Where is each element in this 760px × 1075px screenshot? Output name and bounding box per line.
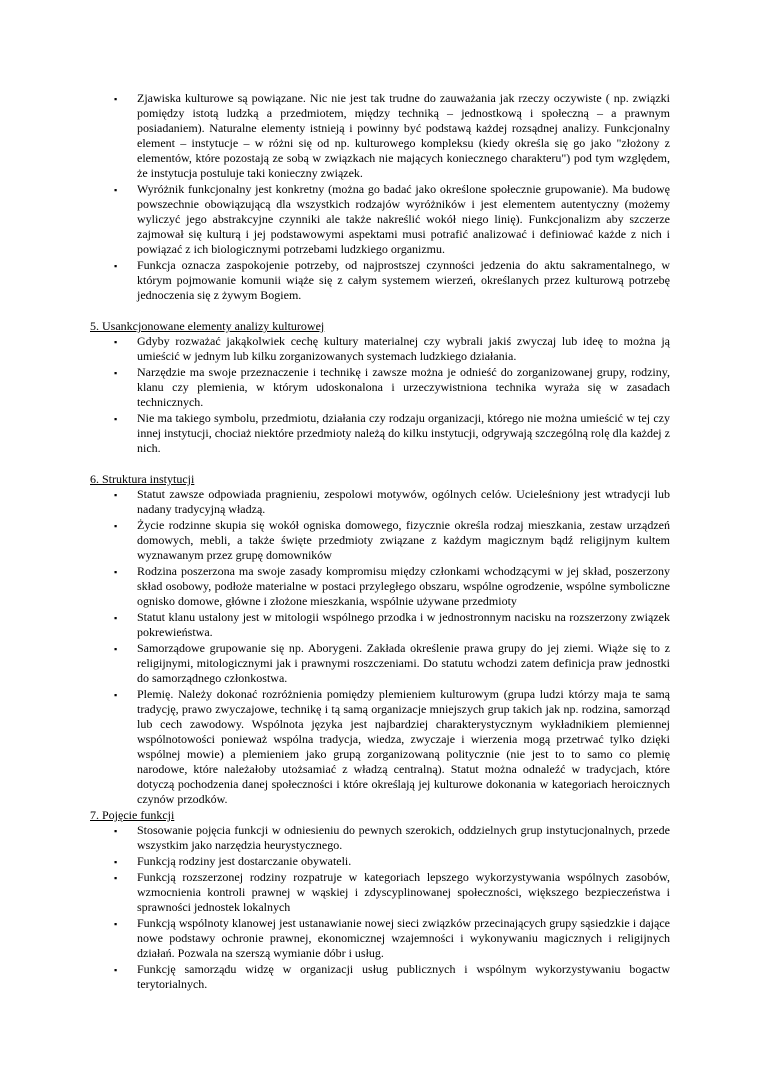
list-item xyxy=(90,182,670,257)
bullet-icon: ▪ xyxy=(114,613,118,623)
bullet-icon: ▪ xyxy=(114,368,118,378)
section-heading: 6. Struktura instytucji xyxy=(90,472,195,486)
item-text: Wyróżnik funkcjonalny jest konkretny (można go badać jako określone społecznie grupowanie). Ma budowę powszechnie obowiązującą dla wszystkich rodzajów wyróżników i jest elementem autentyczny (możemy wyliczyć jego abstrakcyjne czynniki ale także nakreślić wokół niego linię). Funkcjonalizm aby szczerze zajmował się kulturą i jej podstawowymi aspektami musi potrafić analizować i definiować każde z nich i powiązać z ich biologicznymi potrzebami ludzkiego organizmu. xyxy=(137,182,670,256)
list-item xyxy=(90,334,670,364)
bullet-icon: ▪ xyxy=(114,337,118,347)
bullet-list xyxy=(90,823,670,992)
bullet-list xyxy=(90,91,670,303)
list-item xyxy=(90,518,670,563)
item-text: Funkcja oznacza zaspokojenie potrzeby, od najprostszej czynności jedzenia do aktu sakramentalnego, w którym pojmowanie komunii wiąże się z całym systemem wierzeń, określanych przez kulturową potrzebę jednoczenia się z żywym Bogiem. xyxy=(137,258,670,302)
document-page xyxy=(90,91,670,993)
list-item xyxy=(90,610,670,640)
section-7 xyxy=(90,808,670,992)
section-intro xyxy=(90,91,670,303)
bullet-icon: ▪ xyxy=(114,94,118,104)
item-text: Funkcją wspólnoty klanowej jest ustanawianie nowej sieci związków przecinających grupy sąsiedzkie i dające nowe podstawy ochronie prawnej, ekonomicznej wzajemności i wykonywaniu magicznych i religijnych działań. Pozwala na szerszą wymianie dóbr i usług. xyxy=(137,916,670,960)
list-item xyxy=(90,365,670,410)
list-item xyxy=(90,258,670,303)
list-item xyxy=(90,411,670,456)
section-heading: 5. Usankcjonowane elementy analizy kulturowej xyxy=(90,319,325,333)
bullet-icon: ▪ xyxy=(114,414,118,424)
list-item xyxy=(90,91,670,181)
bullet-icon: ▪ xyxy=(114,490,118,500)
section-heading: 7. Pojęcie funkcji xyxy=(90,808,175,822)
list-item xyxy=(90,487,670,517)
bullet-icon: ▪ xyxy=(114,261,118,271)
spacer xyxy=(90,457,670,472)
list-item xyxy=(90,823,670,853)
item-text: Gdyby rozważać jakąkolwiek cechę kultury materialnej czy wybrali jakiś zwyczaj lub ideę to można ją umieścić w jednym lub kilku zorganizowanych systemach ludzkiego działania. xyxy=(137,334,670,363)
spacer xyxy=(90,304,670,319)
item-text: Narzędzie ma swoje przeznaczenie i technikę i zawsze można je odnieść do zorganizowanej grupy, rodziny, klanu czy plemienia, w którym udoskonalona i urzeczywistniona technika wyraża się w zasadach technicznych. xyxy=(137,365,670,409)
bullet-icon: ▪ xyxy=(114,521,118,531)
item-text: Nie ma takiego symbolu, przedmiotu, działania czy rodzaju organizacji, którego nie można umieścić w tej czy innej instytucji, chociaż niektóre przedmioty należą do kilku instytucji, odgrywają szczególną rolę dla każdej z nich. xyxy=(137,411,670,455)
bullet-list xyxy=(90,487,670,807)
bullet-icon: ▪ xyxy=(114,185,118,195)
item-text: Funkcję samorządu widzę w organizacji usług publicznych i wspólnym wykorzystywaniu bogactw terytorialnych. xyxy=(137,962,670,991)
list-item xyxy=(90,564,670,609)
item-text: Stosowanie pojęcia funkcji w odniesieniu do pewnych szerokich, oddzielnych grup instytucjonalnych, przede wszystkim jako narzędzia heurystycznego. xyxy=(137,823,670,852)
item-text: Funkcją rozszerzonej rodziny rozpatruje w kategoriach lepszego wykorzystywania wspólnych zasobów, wzmocnienia kontroli prawnej w wąskiej i zdyscyplinowanej społeczności, większego bezpieczeństwa i sprawności jednostek lokalnych xyxy=(137,870,670,914)
list-item xyxy=(90,854,670,869)
bullet-icon: ▪ xyxy=(114,644,118,654)
list-item xyxy=(90,916,670,961)
item-text: Rodzina poszerzona ma swoje zasady kompromisu między członkami wchodzącymi w jej skład, poszerzony skład osobowy, podłoże materialne w postaci przyległego obszaru, wspólne ogrodzenie, wspólne symboliczne ognisko domowe, główne i złożone mieszkania, wspólnie używane przedmioty xyxy=(137,564,670,608)
list-item xyxy=(90,641,670,686)
item-text: Plemię. Należy dokonać rozróżnienia pomiędzy plemieniem kulturowym (grupa ludzi którzy maja te samą tradycję, prawo zwyczajowe, technikę i tą samą organizacje mniejszych grup takich jak np. rodzina, samorząd lub cech zawodowy. Wspólnota języka jest najbardziej charakterystycznym wykładnikiem plemiennej wspólnotowości ponieważ wspólna tradycja, wiedza, zwyczaje i wierzenia mogą przetrwać tylko dzięki wspólnej mowie) a plemieniem jako grupą zorganizowaną politycznie (nie jest to to samo co plemię narodowe, które należałoby utożsamiać z władzą centralną). Statut można odnaleźć w tradycjach, które dotyczą pochodzenia danej społeczności i które określają jej kulturowe dokonania w kategoriach heroicznych czynów przodków. xyxy=(137,687,670,806)
item-text: Zjawiska kulturowe są powiązane. Nic nie jest tak trudne do zauważania jak rzeczy oczywiste ( np. związki pomiędzy istotą ludzką a przedmiotem, między techniką – jednostkową i społeczną – a prawnym posiadaniem). Naturalne elementy istnieją i powinny być podstawą każdej rozsądnej analizy. Funkcjonalny element – instytucje – w różni się od np. kulturowego kompleksu (kiedy określa się go jako "złożony z elementów, które pozostają ze sobą w związkach nie mających koniecznego charakteru") pod tym względem, że instytucja postuluje taki konieczny związek. xyxy=(137,91,670,180)
bullet-icon: ▪ xyxy=(114,690,118,700)
bullet-icon: ▪ xyxy=(114,965,118,975)
item-text: Funkcją rodziny jest dostarczanie obywateli. xyxy=(137,854,352,868)
list-item xyxy=(90,687,670,807)
bullet-icon: ▪ xyxy=(114,826,118,836)
bullet-icon: ▪ xyxy=(114,857,118,867)
item-text: Samorządowe grupowanie się np. Aborygeni. Zakłada określenie prawa grupy do jej ziemi. Wiąże się to z religijnymi, mitologicznymi jak i prawnymi roszczeniami. Do statutu wchodzi zatem definicja praw jednostki do samorządnego członkostwa. xyxy=(137,641,670,685)
item-text: Życie rodzinne skupia się wokół ogniska domowego, fizycznie określa rodzaj mieszkania, zestaw urządzeń domowych, mebli, a także święte przedmioty związane z każdym magicznym bądź religijnym kultem wyznawanym przez grupę domowników xyxy=(137,518,670,562)
section-5 xyxy=(90,319,670,456)
list-item xyxy=(90,870,670,915)
bullet-list xyxy=(90,334,670,456)
list-item xyxy=(90,962,670,992)
section-6 xyxy=(90,472,670,807)
item-text: Statut zawsze odpowiada pragnieniu, zespolowi motywów, ogólnych celów. Ucieleśniony jest wtradycji lub nadany tradycyjną władzą. xyxy=(137,487,670,516)
item-text: Statut klanu ustalony jest w mitologii wspólnego przodka i w jednostronnym nacisku na rozszerzony związek pokrewieństwa. xyxy=(137,610,670,639)
bullet-icon: ▪ xyxy=(114,567,118,577)
bullet-icon: ▪ xyxy=(114,873,118,883)
bullet-icon: ▪ xyxy=(114,919,118,929)
